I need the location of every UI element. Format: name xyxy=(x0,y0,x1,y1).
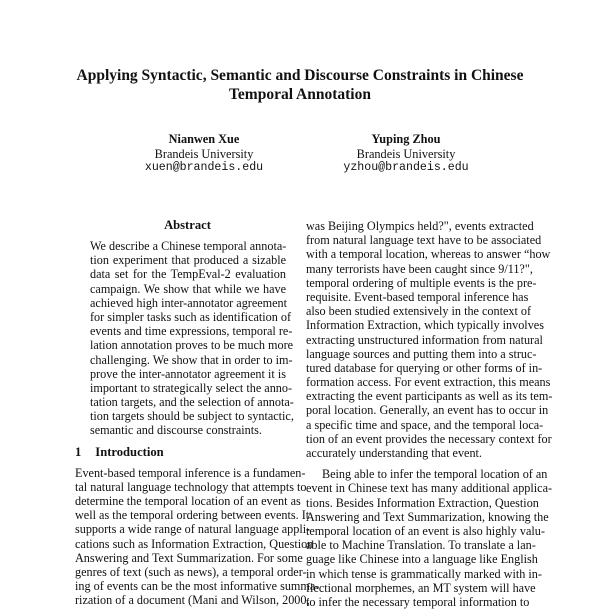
author-email: xuen@brandeis.edu xyxy=(144,161,264,174)
text-line: determine the temporal location of an event as xyxy=(75,494,301,508)
text-line: requisite. Event-based temporal inference has xyxy=(306,289,529,304)
text-line: extracting the event participants as well as its tem- xyxy=(306,389,553,404)
text-line: tion experiment that produced a sizable xyxy=(90,253,286,268)
text-line: a specific time and space, and the temporal loca- xyxy=(306,417,544,432)
text-line: temporal location of an event is also highly valu- xyxy=(306,523,545,538)
section-heading-introduction xyxy=(75,445,300,466)
paper-title xyxy=(0,66,600,104)
text-line: tion of an event provides the necessary context for xyxy=(306,431,552,446)
text-line: able to Machine Translation. To translate a lan- xyxy=(306,538,536,553)
text-line: many terrorists have been caught since 9/11?", xyxy=(306,261,533,276)
section-title: Introduction xyxy=(95,444,164,459)
title-line: Applying Syntactic, Semantic and Discourse Constraints in Chinese xyxy=(76,67,524,84)
text-line: well as the temporal ordering between events. It xyxy=(75,508,310,523)
intro-paragraph xyxy=(306,219,553,460)
text-line: tation targets, and the selection of annota- xyxy=(90,395,294,410)
text-line: genres of text (such as news), a temporal order- xyxy=(75,564,307,579)
text-line: data set for the TempEval-2 evaluation xyxy=(90,267,286,282)
author-affiliation: Brandeis University xyxy=(356,146,456,161)
left-column xyxy=(75,218,320,608)
text-line: Being able to infer the temporal location of an xyxy=(322,467,548,482)
text-line: events and time expressions, temporal re- xyxy=(90,324,293,339)
author-name: Yuping Zhou xyxy=(371,132,441,146)
author-1 xyxy=(104,132,304,176)
text-line: semantic and discourse constraints. xyxy=(90,423,262,438)
text-line: challenging. We show that in order to im- xyxy=(90,352,293,367)
text-line: flectional morphemes, an MT system will have xyxy=(306,580,536,595)
text-line: also been studied extensively in the context of xyxy=(306,304,532,319)
text-line: tured database for querying or other forms of in- xyxy=(306,360,543,375)
text-line: prove the inter-annotator agreement it is xyxy=(90,366,286,381)
author-name: Nianwen Xue xyxy=(168,132,240,146)
text-line: tions. Besides Information Extraction, Question xyxy=(306,495,539,510)
text-line: Answering and Text Summarization, knowing the xyxy=(306,509,549,524)
text-line: Answering and Text Summarization. For some xyxy=(75,550,303,565)
text-line: extracting unstructured information from natural xyxy=(306,332,543,347)
text-line: to infer the necessary temporal information to xyxy=(306,594,530,609)
text-line: guage like Chinese into a language like English xyxy=(306,552,538,567)
text-line: from natural language text have to be associated xyxy=(306,233,542,248)
text-line: with a temporal location, whereas to answer “how xyxy=(306,247,551,262)
text-line: language sources and putting them into a struc- xyxy=(306,346,537,361)
title-line: Temporal Annotation xyxy=(229,86,371,103)
text-line: poral location. Generally, an event has to occur in xyxy=(306,403,549,418)
abstract-heading: Abstract xyxy=(164,218,211,232)
text-line: lation annotation proves to be much more xyxy=(90,338,294,353)
right-column xyxy=(306,219,553,609)
text-line: accurately understanding that event. xyxy=(306,446,482,460)
text-line: was Beijing Olympics held?", events extracted xyxy=(306,219,534,233)
text-line: cations such as Information Extraction, Question xyxy=(75,536,314,551)
text-line: formation access. For event extraction, this means xyxy=(306,375,551,390)
text-line: temporal ordering of multiple events is the pre- xyxy=(306,275,537,290)
text-line: Information Extraction, which typically involves xyxy=(306,318,544,333)
intro-left-text xyxy=(75,465,320,608)
text-line: supports a wide range of natural language appli- xyxy=(75,522,311,537)
section-number: 1 xyxy=(75,444,82,459)
text-line: Event-based temporal inference is a fundamen- xyxy=(75,465,306,480)
author-2 xyxy=(306,132,506,176)
text-line: for simpler tasks such as identification of xyxy=(90,309,292,324)
text-line: rization of a document (Mani and Wilson, 2000; xyxy=(75,593,310,608)
text-line: We describe a Chinese temporal annota- xyxy=(90,239,287,253)
text-line: tal natural language technology that attempts to xyxy=(75,479,307,494)
intro-paragraph xyxy=(306,467,553,609)
author-email: yzhou@brandeis.edu xyxy=(343,161,469,174)
text-line: achieved high inter-annotator agreement xyxy=(90,295,288,310)
text-line: ing of events can be the most informative summa- xyxy=(75,579,320,594)
text-line: campaign. We show that while we have xyxy=(90,281,286,296)
text-line: event in Chinese text has many additional applica- xyxy=(306,481,553,496)
abstract-body xyxy=(90,239,294,438)
text-line: important to strategically select the anno- xyxy=(90,380,293,395)
text-line: in which tense is grammatically marked with in- xyxy=(306,566,542,581)
text-line: tion targets should be subject to syntactic, xyxy=(90,409,294,424)
author-affiliation: Brandeis University xyxy=(154,146,254,161)
